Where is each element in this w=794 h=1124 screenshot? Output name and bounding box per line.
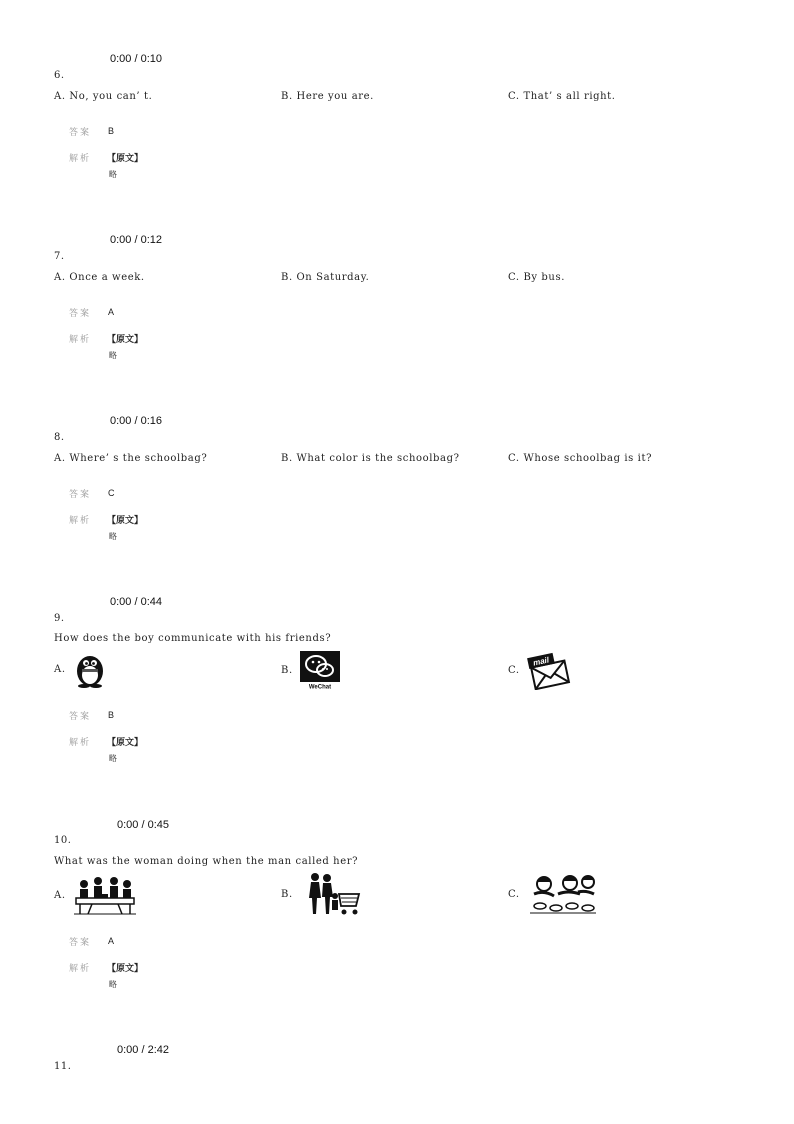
option-b[interactable] [281,650,341,690]
omitted-text: 略 [109,980,117,989]
omitted-text: 略 [109,170,117,179]
meeting-scene-icon [72,874,138,916]
answer-value: B [108,710,115,720]
shopping-cart-family-icon [299,872,365,916]
answer-value: A [108,936,115,946]
svg-text:WeChat: WeChat [308,684,331,690]
option-letter: A. [54,889,66,901]
option-a[interactable] [54,650,108,688]
option-c[interactable]: C. By bus. [508,272,565,283]
original-text-label: 【原文】 [107,738,144,748]
answer-value: B [108,126,115,136]
analysis-label: 解析 [69,154,92,164]
dining-family-icon [526,872,600,916]
option-letter: C. [508,664,520,676]
question-number: 7. [54,251,65,262]
original-text-label: 【原文】 [107,335,144,345]
option-letter: C. [508,888,520,900]
analysis-label: 解析 [69,964,92,974]
answer-label: 答案 [69,938,92,948]
qq-penguin-icon [72,650,108,688]
audio-player[interactable]: 0:00 / 0:45 [117,819,169,831]
option-letter: B. [281,888,293,900]
original-text-label: 【原文】 [107,154,144,164]
answer-value: A [108,307,115,317]
omitted-text: 略 [109,754,117,763]
option-letter: A. [54,663,66,675]
analysis-label: 解析 [69,335,92,345]
option-a[interactable] [54,874,138,916]
option-letter: B. [281,664,293,676]
question-stem: How does the boy communicate with his friends? [54,633,332,644]
audio-player[interactable]: 0:00 / 2:42 [117,1044,169,1056]
analysis-label: 解析 [69,738,92,748]
option-b[interactable]: B. On Saturday. [281,272,370,283]
audio-player[interactable]: 0:00 / 0:44 [110,596,162,608]
answer-label: 答案 [69,490,92,500]
question-number: 6. [54,70,65,81]
option-b[interactable]: B. Here you are. [281,91,374,102]
option-c[interactable]: C. That’ s all right. [508,91,616,102]
analysis-label: 解析 [69,516,92,526]
original-text-label: 【原文】 [107,516,144,526]
original-text-label: 【原文】 [107,964,144,974]
answer-label: 答案 [69,128,92,138]
answer-value: C [108,488,115,498]
question-number: 8. [54,432,65,443]
question-stem: What was the woman doing when the man called her? [54,856,359,867]
answer-label: 答案 [69,309,92,319]
option-c[interactable] [508,872,600,916]
audio-player[interactable]: 0:00 / 0:16 [110,415,162,427]
option-a[interactable]: A. Once a week. [54,272,145,283]
option-b[interactable] [281,872,365,916]
svg-text:mail: mail [531,655,550,668]
omitted-text: 略 [109,351,117,360]
email-icon [526,650,572,690]
question-number: 11. [54,1061,72,1072]
omitted-text: 略 [109,532,117,541]
audio-player[interactable]: 0:00 / 0:12 [110,234,162,246]
option-a[interactable]: A. No, you can’ t. [54,91,153,102]
option-c[interactable]: C. Whose schoolbag is it? [508,453,653,464]
question-number: 10. [54,835,72,846]
option-b[interactable]: B. What color is the schoolbag? [281,453,460,464]
audio-player[interactable]: 0:00 / 0:10 [110,53,162,65]
wechat-icon [299,650,341,690]
option-a[interactable]: A. Where’ s the schoolbag? [54,453,208,464]
option-c[interactable] [508,650,572,690]
question-number: 9. [54,613,65,624]
answer-label: 答案 [69,712,92,722]
